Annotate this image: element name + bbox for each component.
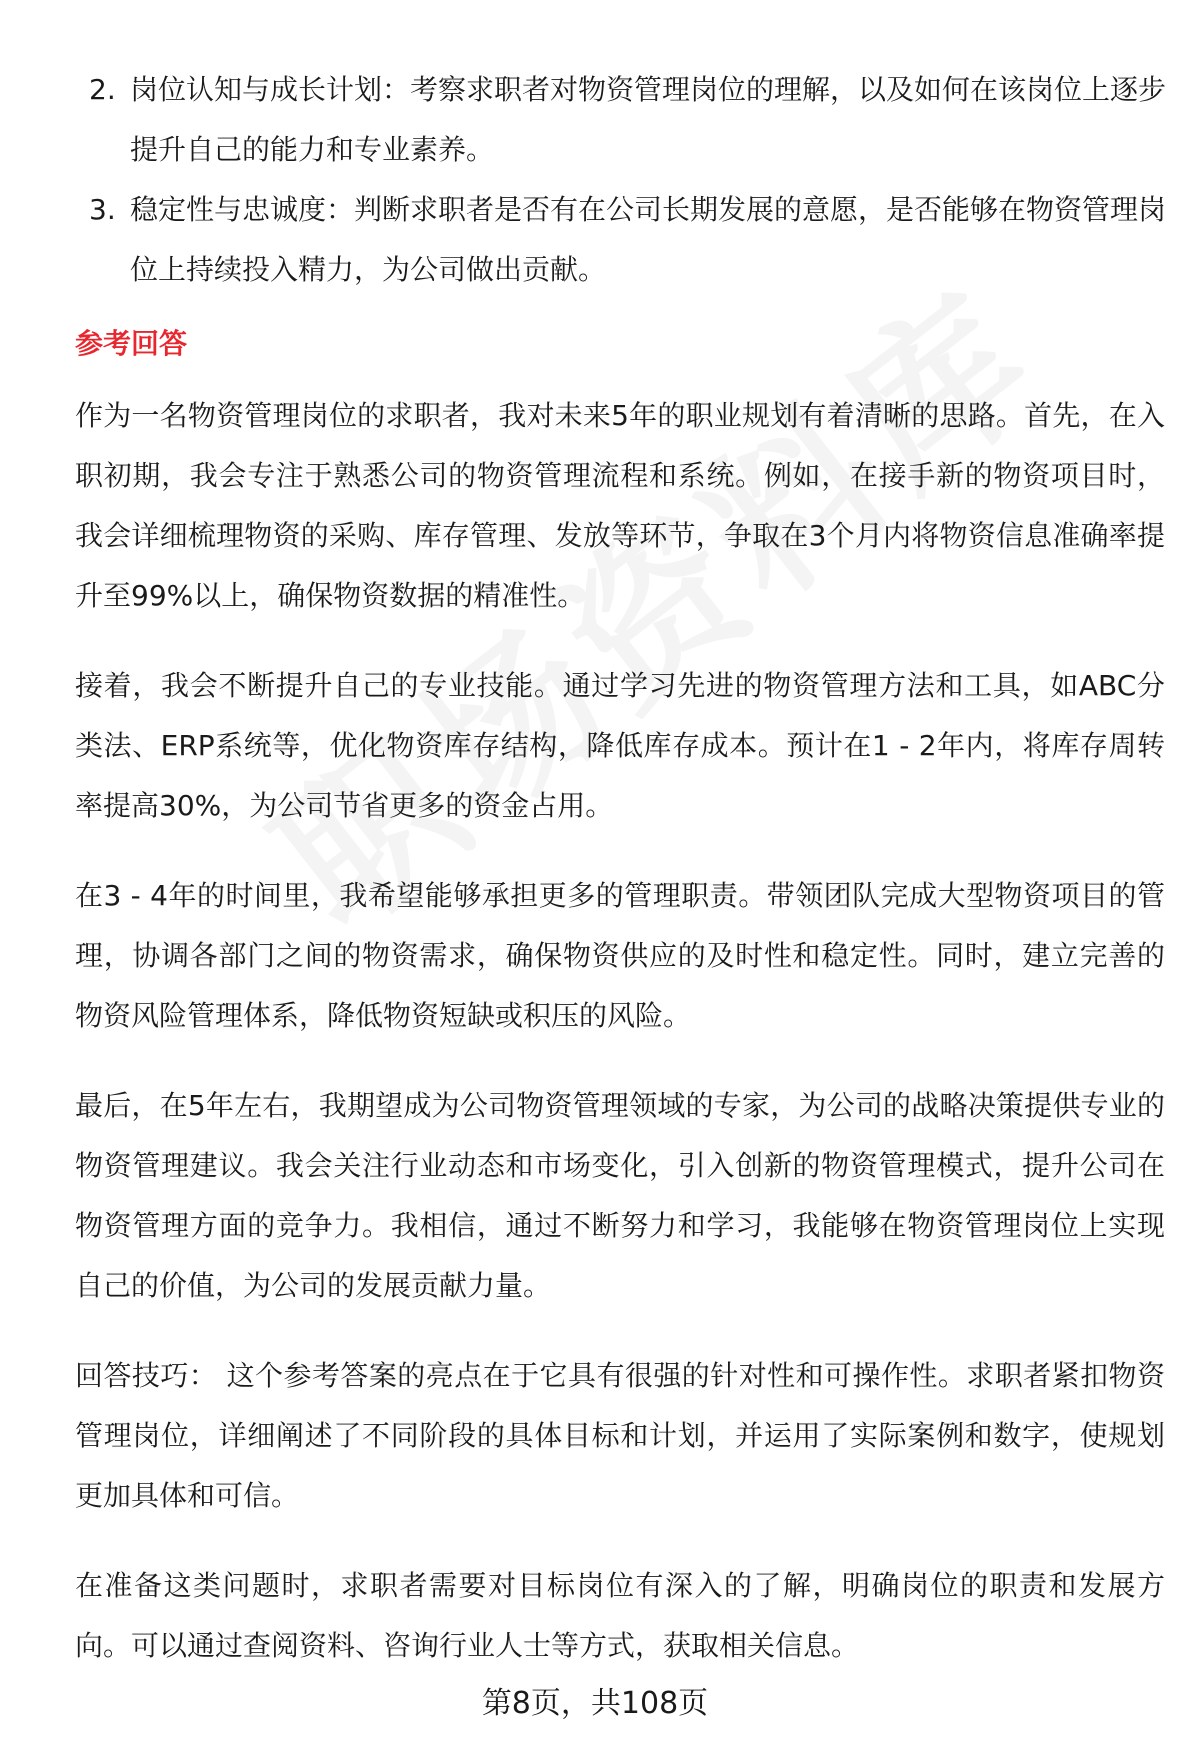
- document-body: [75, 60, 1175, 1706]
- list-number: 3.: [89, 193, 116, 226]
- section-heading: 参考回答: [75, 327, 188, 360]
- list-number: 2.: [89, 73, 116, 106]
- list-text: 岗位认知与成长计划：考察求职者对物资管理岗位的理解，以及如何在该岗位上逐步提升自己的能力和专业素养。: [130, 73, 1167, 166]
- list-text: 稳定性与忠诚度：判断求职者是否有在公司长期发展的意愿，是否能够在物资管理岗位上持续投入精力，为公司做出贡献。: [130, 193, 1167, 286]
- paragraph: 回答技巧： 这个参考答案的亮点在于它具有很强的针对性和可操作性。求职者紧扣物资管理岗位，详细阐述了不同阶段的具体目标和计划，并运用了实际案例和数字，使规划更加具体和可信。: [75, 1359, 1165, 1512]
- list-item: [75, 180, 1175, 300]
- paragraph: 在3 - 4年的时间里，我希望能够承担更多的管理职责。带领团队完成大型物资项目的管理，协调各部门之间的物资需求，确保物资供应的及时性和稳定性。同时，建立完善的物资风险管理体系，降低物资短缺或积压的风险。: [75, 879, 1165, 1032]
- list-item: [75, 60, 1175, 180]
- page-footer: 第8页，共108页: [481, 1686, 709, 1721]
- paragraph: 在准备这类问题时，求职者需要对目标岗位有深入的了解，明确岗位的职责和发展方向。可以通过查阅资料、咨询行业人士等方式，获取相关信息。: [75, 1569, 1165, 1662]
- paragraph: 最后，在5年左右，我期望成为公司物资管理领域的专家，为公司的战略决策提供专业的物资管理建议。我会关注行业动态和市场变化，引入创新的物资管理模式，提升公司在物资管理方面的竞争力。我相信，通过不断努力和学习，我能够在物资管理岗位上实现自己的价值，为公司的发展贡献力量。: [75, 1089, 1165, 1302]
- paragraph: 作为一名物资管理岗位的求职者，我对未来5年的职业规划有着清晰的思路。首先，在入职初期，我会专注于熟悉公司的物资管理流程和系统。例如，在接手新的物资项目时，我会详细梳理物资的采购、库存管理、发放等环节，争取在3个月内将物资信息准确率提升至99%以上，确保物资数据的精准性。: [75, 399, 1165, 612]
- paragraph: 接着，我会不断提升自己的专业技能。通过学习先进的物资管理方法和工具，如ABC分类法、ERP系统等，优化物资库存结构，降低库存成本。预计在1 - 2年内，将库存周转率提高30%，为公司节省更多的资金占用。: [75, 669, 1165, 822]
